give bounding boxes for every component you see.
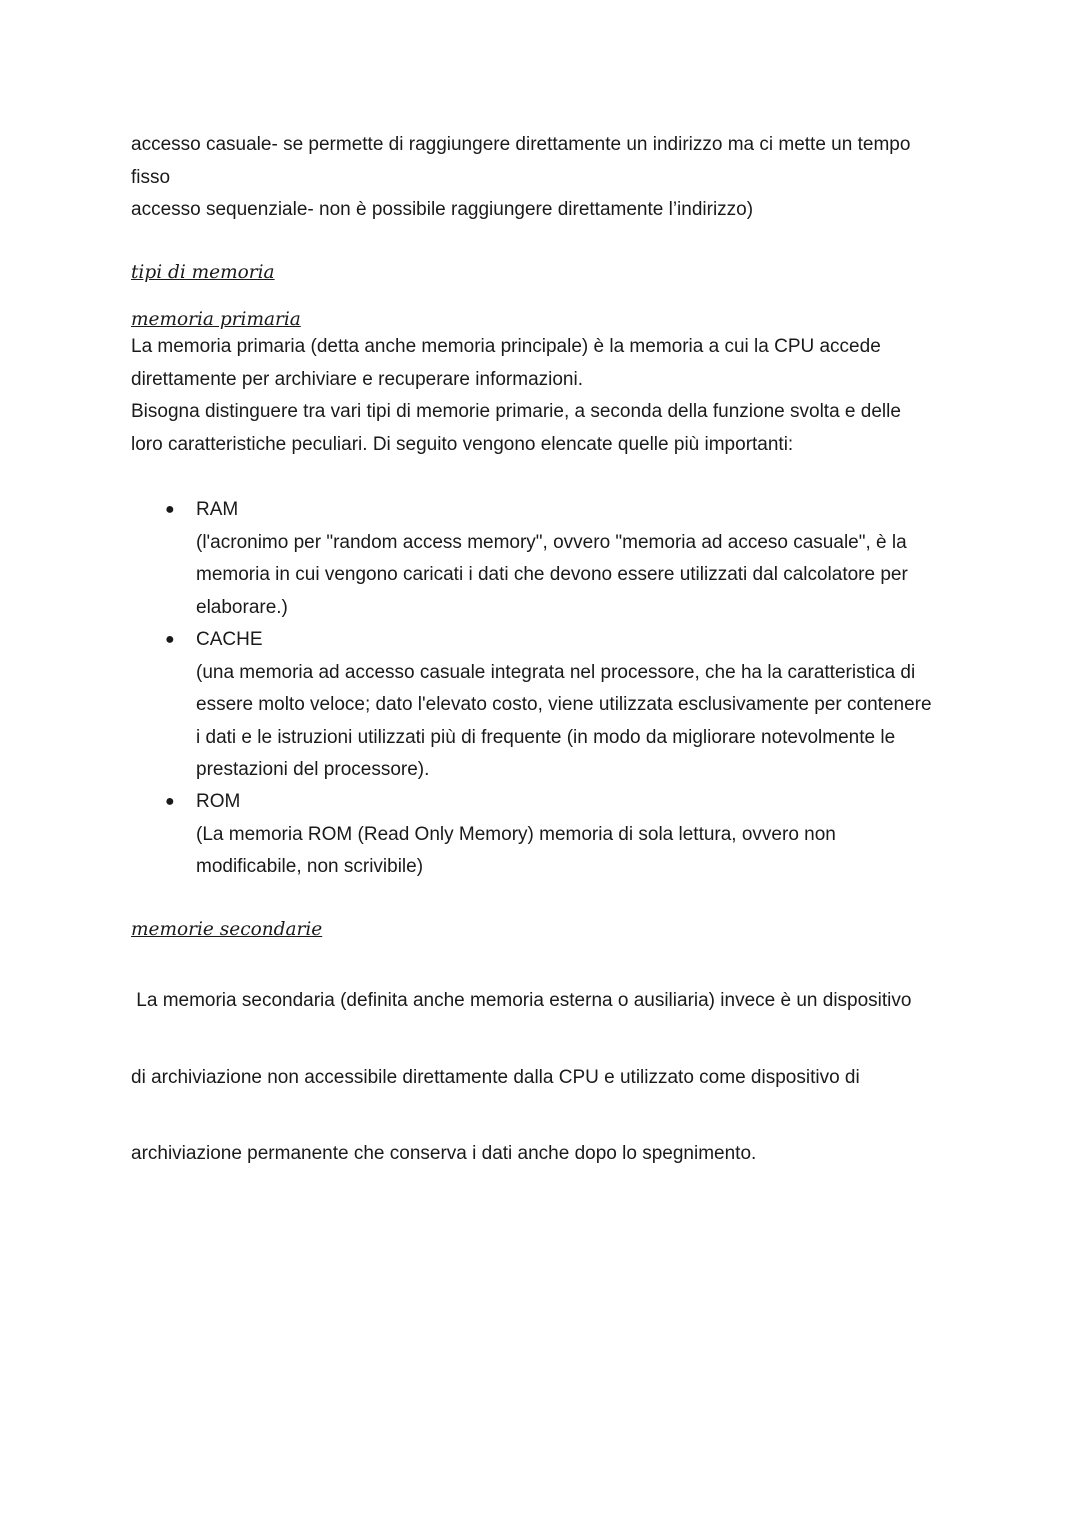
text-line: (La memoria ROM (Read Only Memory) memoria di sola lettura, ovvero non [196,823,836,845]
bullet-item-ram [165,494,995,624]
text-line: prestazioni del processore). [196,759,430,781]
text-line: memoria in cui vengono caricati i dati che devono essere utilizzati dal calcolatore per [196,564,908,586]
text-line: elaborare.) [196,596,288,618]
text-line: Bisogna distinguere tra vari tipi di memorie primarie, a seconda della funzione svolta e delle [131,401,901,423]
text-line: modificabile, non scrivibile) [196,856,424,878]
text-line: i dati e le istruzioni utilizzati più di frequente (in modo da migliorare notevolmente le [196,726,896,748]
bullet-item-cache [165,624,995,787]
text-line: La memoria secondaria (definita anche memoria esterna o ausiliaria) invece è un dispositivo [131,990,912,1011]
text-line: fisso [131,166,171,188]
intro-paragraph [131,129,991,227]
bullet-title: ROM [196,791,241,812]
text-line: (una memoria ad accesso casuale integrata nel processore, che ha la caratteristica di [196,661,916,683]
bullet-title: CACHE [196,629,263,650]
heading-tipi-di-memoria: tipi di memoria [131,262,275,283]
secondarie-paragraph [131,941,991,1193]
text-line: archiviazione permanente che conserva i dati anche dopo lo spegnimento. [131,1143,757,1165]
bullet-title: RAM [196,499,239,520]
text-line: La memoria primaria (detta anche memoria principale) è la memoria a cui la CPU accede [131,336,881,357]
text-line: accesso sequenziale- non è possibile raggiungere direttamente l’indirizzo) [131,199,754,221]
bullet-icon: ● [165,631,175,648]
bullet-icon: ● [165,501,175,518]
heading-memorie-secondarie: memorie secondarie [131,919,323,940]
text-line: accesso casuale- se permette di raggiungere direttamente un indirizzo ma ci mette un tempo [131,134,911,155]
heading-memoria-primaria: memoria primaria [131,309,301,330]
bullet-item-rom [165,786,995,884]
text-line: essere molto veloce; dato l'elevato costo, viene utilizzata esclusivamente per contenere [196,694,932,716]
text-line: direttamente per archiviare e recuperare informazioni. [131,368,583,390]
text-line: di archiviazione non accessibile direttamente dalla CPU e utilizzato come dispositivo di [131,1066,860,1088]
primaria-paragraph [131,331,991,461]
text-line: (l'acronimo per "random access memory", ovvero "memoria ad acceso casuale", è la [196,531,907,553]
bullet-icon: ● [165,793,175,810]
text-line: loro caratteristiche peculiari. Di seguito vengono elencate quelle più importanti: [131,433,794,455]
